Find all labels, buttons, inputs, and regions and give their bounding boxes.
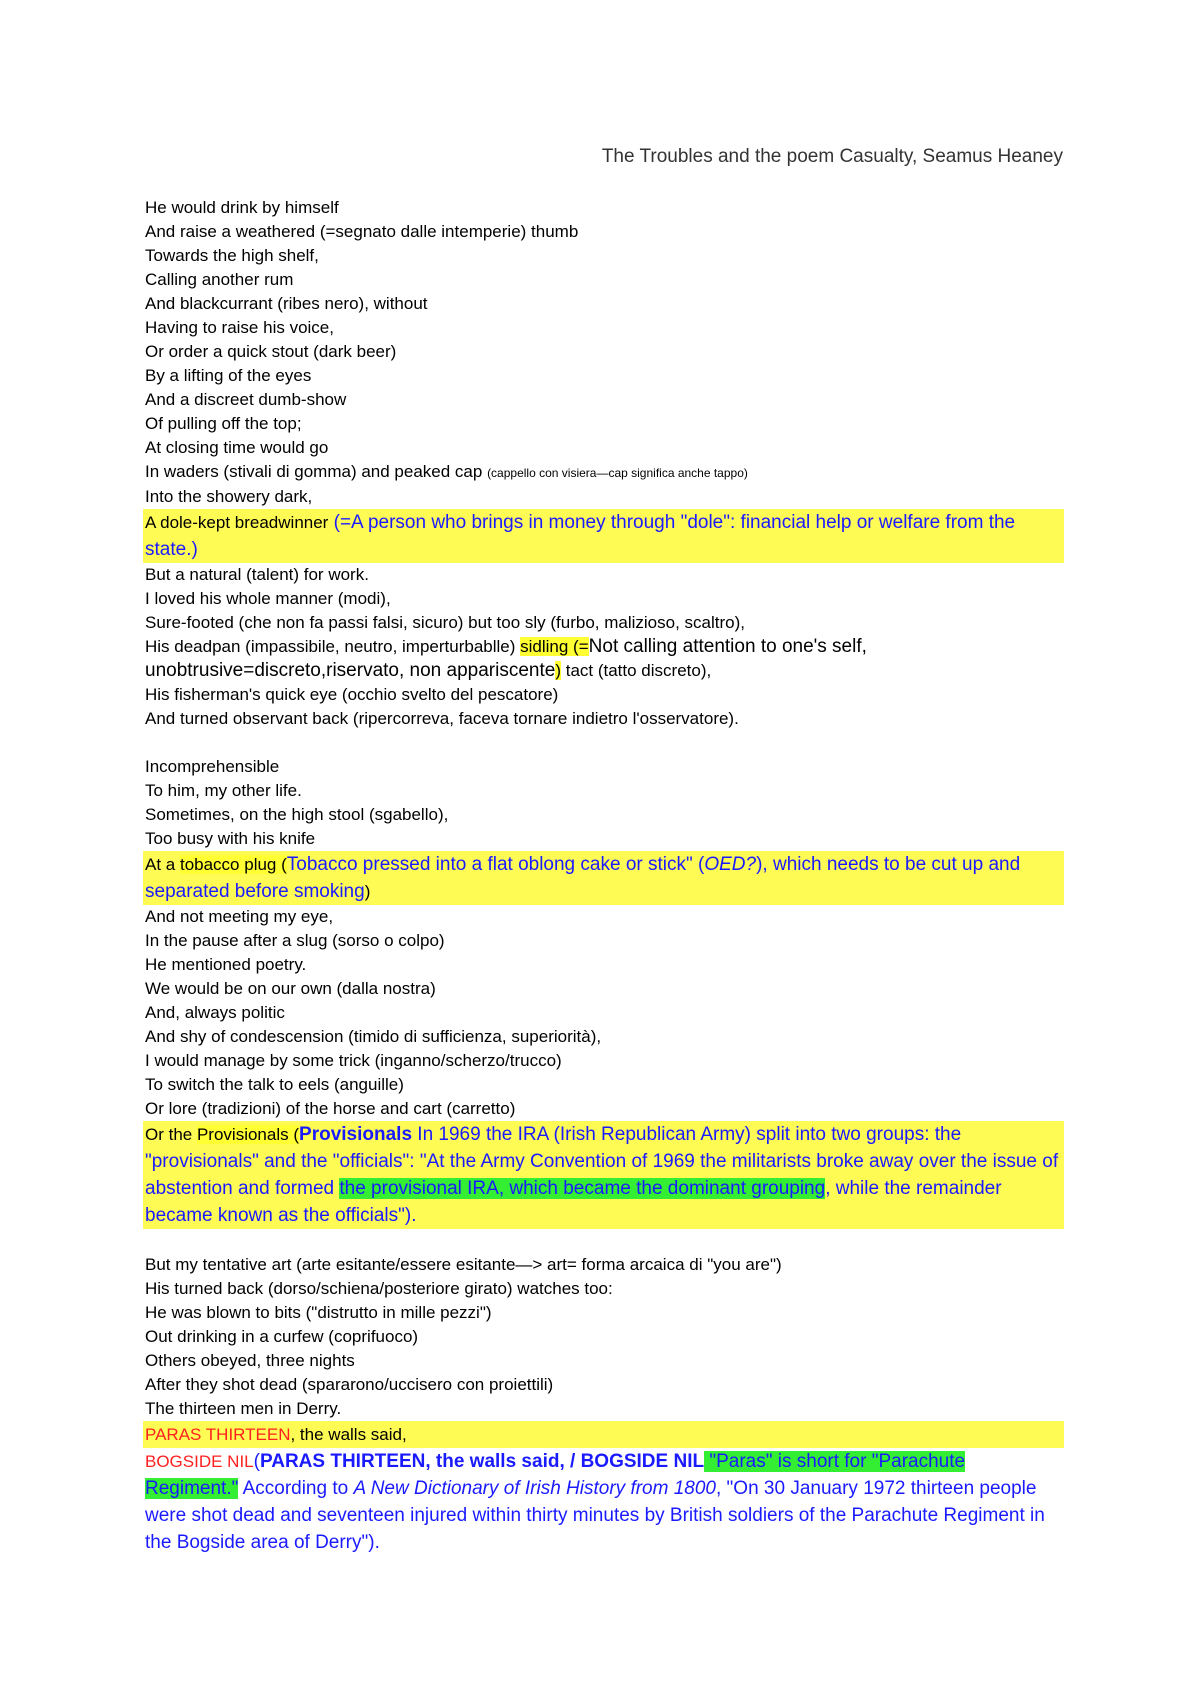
poem-line: His fisherman's quick eye (occhio svelto del pescatore) — [145, 685, 559, 704]
poem-line: And blackcurrant (ribes nero), without — [145, 294, 428, 313]
poem-line: Calling another rum — [145, 270, 294, 289]
red-text: BOGSIDE NIL — [145, 1452, 254, 1471]
poem-line: Sometimes, on the high stool (sgabello), — [145, 805, 449, 824]
annotation-note: (=A person who brings in money through "dole": financial help or welfare from the state.) — [145, 512, 1016, 560]
green-highlight: "Paras" is short for "Parachute Regiment." — [145, 1451, 966, 1499]
poem-line: And not meeting my eye, — [145, 907, 334, 926]
poem-line: We would be on our own (dalla nostra) — [145, 979, 436, 998]
annotation-note: ( — [253, 1451, 260, 1472]
highlight-block — [143, 509, 1064, 563]
line-text: At a — [145, 855, 180, 874]
highlighted-term: Provisionals ( — [196, 1125, 300, 1144]
poem-line: And, always politic — [145, 1003, 285, 1022]
highlighted-term: ) — [555, 661, 561, 680]
annotation-note: unobtrusive=discreto,riservato, non appariscente — [145, 660, 556, 681]
poem-line: But a natural (talent) for work. — [145, 565, 369, 584]
poem-line — [145, 1121, 1060, 1229]
annotation-note: , while the remainder became known as the officials"). — [145, 1178, 1002, 1226]
poem-line: In the pause after a slug (sorso o colpo) — [145, 931, 445, 950]
highlight-block — [143, 1121, 1064, 1229]
poem-line: I would manage by some trick (inganno/scherzo/trucco) — [145, 1051, 562, 1070]
poem-line: Sure-footed (che non fa passi falsi, sicuro) but too sly (furbo, malizioso, scaltro), — [145, 613, 745, 632]
line-text: ) — [364, 882, 371, 901]
highlight-block — [143, 1421, 1064, 1448]
annotation-note: Not calling attention to one's self, — [588, 636, 867, 657]
poem-line — [145, 635, 1063, 659]
poem-line: Incomprehensible — [145, 757, 280, 776]
annotation-note: ), which needs to be cut up and separated before smoking — [145, 854, 1021, 902]
poem-line: And shy of condescension (timido di sufficienza, superiorità), — [145, 1027, 602, 1046]
poem-line — [145, 1421, 1060, 1448]
line-text: , the walls said, — [290, 1425, 407, 1444]
annotation-term: Provisionals — [299, 1124, 413, 1145]
line-text: tact (tatto discreto), — [561, 661, 712, 680]
annotation-source: A New Dictionary of Irish History from 1800 — [353, 1478, 716, 1499]
poem-line: After they shot dead (spararono/uccisero con proiettili) — [145, 1375, 554, 1394]
annotation-note: Tobacco pressed into a flat oblong cake or stick" ( — [286, 854, 705, 875]
poem-line — [145, 460, 1063, 485]
annotation-source: OED? — [704, 854, 757, 875]
poem-line: And turned observant back (ripercorreva, faceva tornare indietro l'osservatore). — [145, 709, 739, 728]
green-highlight: the provisional IRA, which became the dominant grouping — [339, 1178, 826, 1199]
poem-line: He mentioned poetry. — [145, 955, 307, 974]
poem-line: Of pulling off the top; — [145, 414, 302, 433]
poem-line: The thirteen men in Derry. — [145, 1399, 342, 1418]
poem-line: To him, my other life. — [145, 781, 302, 800]
red-text: PARAS THIRTEEN — [145, 1425, 291, 1444]
poem-line: Too busy with his knife — [145, 829, 316, 848]
highlighted-term: tobacco plug ( — [179, 855, 287, 874]
poem-line: He was blown to bits ("distrutto in mille pezzi") — [145, 1303, 492, 1322]
poem-line: Out drinking in a curfew (coprifuoco) — [145, 1327, 419, 1346]
poem-body — [145, 196, 1063, 1556]
line-text: Or the — [145, 1125, 197, 1144]
annotation-note: In 1969 the IRA (Irish Republican Army) split into two groups: the "provisionals" and the "officials": "At the Army Convention of 1969 the militarists broke away over the issue of abstention and formed — [145, 1124, 1059, 1199]
line-text: His deadpan (impassibile, neutro, imperturbablle) — [145, 637, 521, 656]
poem-line: To switch the talk to eels (anguille) — [145, 1075, 404, 1094]
poem-line: Or lore (tradizioni) of the horse and cart (carretto) — [145, 1099, 516, 1118]
annotation-term: PARAS THIRTEEN, the walls said, / BOGSIDE NIL — [259, 1451, 705, 1472]
poem-line — [145, 851, 1060, 905]
document-header: The Troubles and the poem Casualty, Seamus Heaney — [601, 146, 1063, 167]
annotation-note: , "On 30 January 1972 thirteen people were shot dead and seventeen injured within thirty minutes by British soldiers of the Parachute Regiment in the Bogside area of Derry"). — [145, 1478, 1045, 1553]
poem-line: Having to raise his voice, — [145, 318, 334, 337]
poem-line — [145, 1448, 1063, 1556]
highlighted-term: A dole-kept breadwinner — [145, 513, 329, 532]
poem-line: His turned back (dorso/schiena/posteriore girato) watches too: — [145, 1279, 613, 1298]
poem-line: And a discreet dumb-show — [145, 390, 347, 409]
poem-line: And raise a weathered (=segnato dalle intemperie) thumb — [145, 222, 579, 241]
highlighted-term: sidling (= — [520, 637, 589, 656]
poem-line: Or order a quick stout (dark beer) — [145, 342, 397, 361]
poem-line: I loved his whole manner (modi), — [145, 589, 391, 608]
poem-line: Into the showery dark, — [145, 487, 313, 506]
annotation-small: (cappello con visiera—cap significa anche tappo) — [487, 466, 748, 480]
annotation-note: According to — [238, 1478, 354, 1499]
poem-line — [145, 509, 1060, 563]
poem-line: But my tentative art (arte esitante/essere esitante—> art= forma arcaica di "you are") — [145, 1255, 782, 1274]
poem-line — [145, 659, 1063, 683]
poem-line: By a lifting of the eyes — [145, 366, 312, 385]
poem-line: Others obeyed, three nights — [145, 1351, 355, 1370]
line-text: In waders (stivali di gomma) and peaked cap — [145, 462, 488, 481]
poem-line: He would drink by himself — [145, 198, 339, 217]
highlight-block — [143, 851, 1064, 905]
poem-line: Towards the high shelf, — [145, 246, 319, 265]
poem-line: At closing time would go — [145, 438, 329, 457]
